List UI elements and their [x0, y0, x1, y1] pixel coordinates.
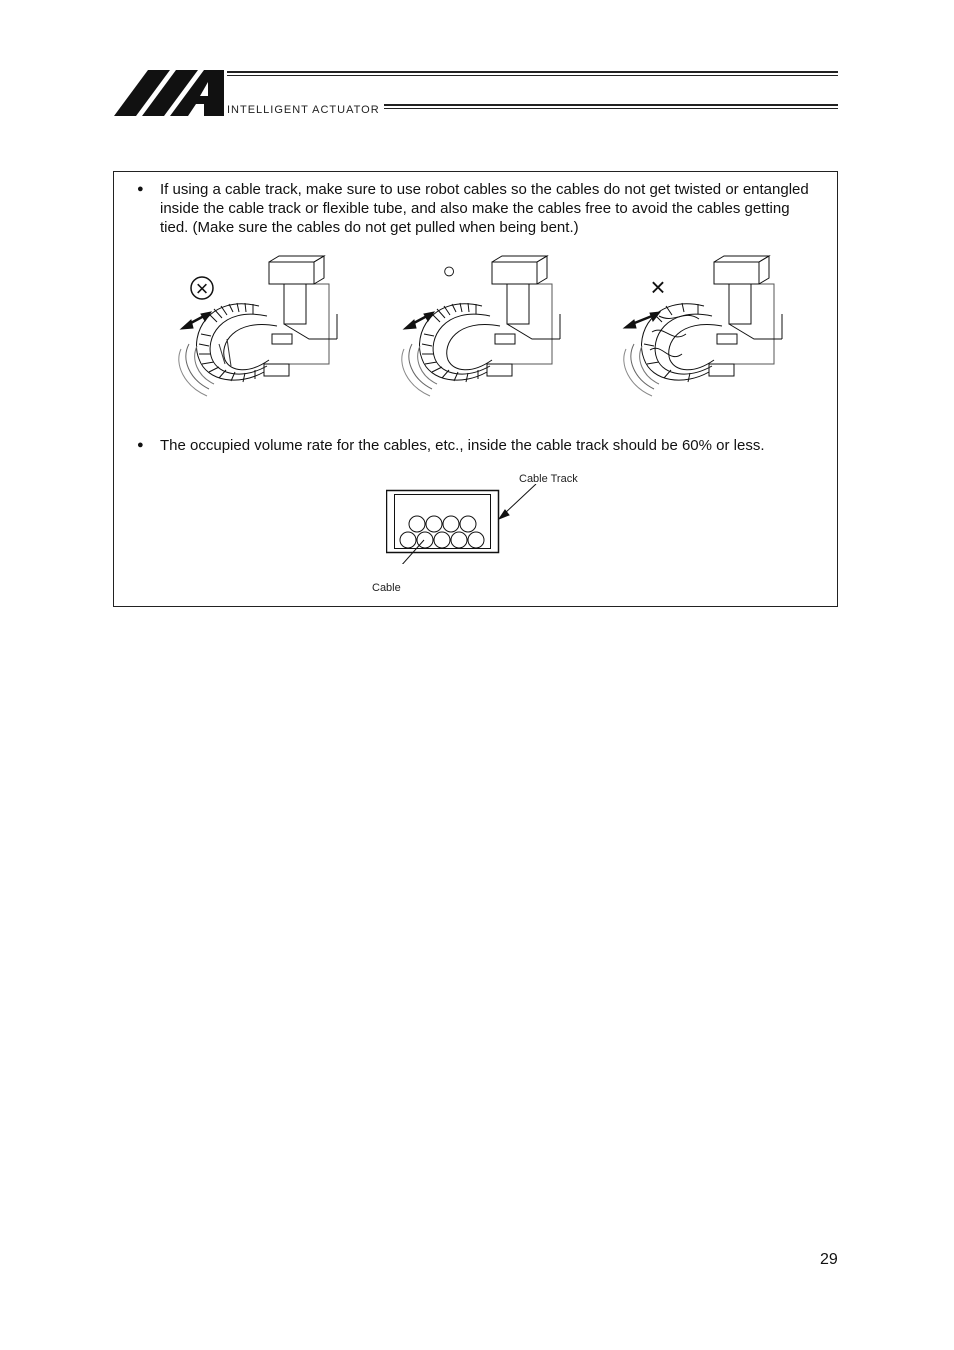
- header-rule-bottom-1: [384, 104, 838, 106]
- cable-track-figure-incorrect-2: [614, 254, 794, 404]
- bullet-text: The occupied volume rate for the cables, etc., inside the cable track should be 60% or less.: [160, 437, 765, 454]
- correct-mark: ○: [442, 258, 456, 283]
- bullet-volume-rate: [137, 436, 827, 456]
- bullet-dot: ●: [137, 439, 144, 451]
- header-rule-top-2: [227, 75, 838, 76]
- bullet-dot: ●: [137, 183, 144, 195]
- header-rule-top-1: [227, 71, 838, 73]
- header-rule-bottom-2: [384, 108, 838, 109]
- brand-text: INTELLIGENT ACTUATOR: [227, 104, 380, 116]
- cable-track-figure-correct: [392, 254, 572, 404]
- cable-track-figure-incorrect-1: [169, 254, 349, 404]
- bullet-text: If using a cable track, make sure to use robot cables so the cables do not get twisted or entangled inside the cable track or flexible tube, and also make the cables free to avoid the cables getting tied. (Make sure the cables do not get pulled when being bent.): [160, 181, 809, 236]
- incorrect-mark-1: ×: [195, 276, 209, 301]
- incorrect-mark-2: ×: [650, 272, 666, 302]
- iai-logo: [112, 68, 227, 118]
- bullet-cable-track: [137, 180, 817, 240]
- caution-box: [113, 171, 838, 607]
- cable-track-label: Cable Track: [519, 473, 578, 485]
- page-number: 29: [820, 1251, 838, 1268]
- cable-label: Cable: [372, 582, 401, 594]
- cable-track-cross-section: [386, 484, 606, 564]
- page-header: [112, 68, 842, 123]
